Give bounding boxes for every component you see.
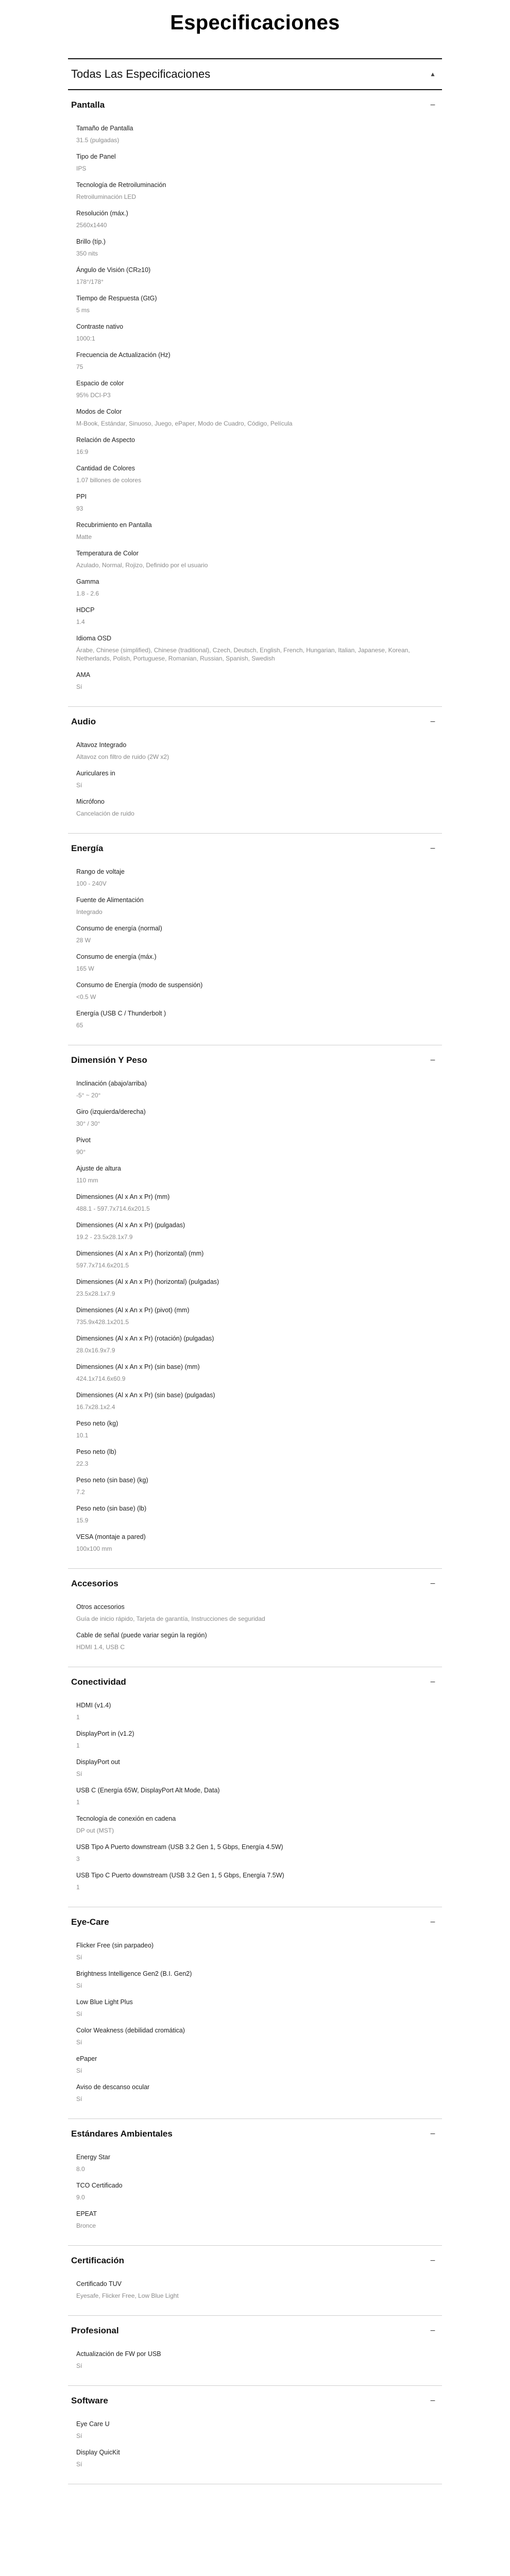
spec-item xyxy=(76,1330,439,1359)
spec-section xyxy=(68,2119,442,2246)
spec-item xyxy=(76,1132,439,1160)
spec-label: VESA (montaje a pared) xyxy=(76,1533,146,1540)
spec-item xyxy=(76,2079,439,2107)
spec-label: Brillo (típ.) xyxy=(76,238,106,245)
spec-label: Tipo de Panel xyxy=(76,153,116,160)
spec-item xyxy=(76,1217,439,1245)
spec-label: Inclinación (abajo/arriba) xyxy=(76,1080,147,1087)
spec-list xyxy=(68,2149,442,2234)
spec-label: Ángulo de Visión (CR≥10) xyxy=(76,266,151,274)
spec-item xyxy=(76,2276,439,2304)
spec-value: Retroiluminación LED xyxy=(76,193,137,200)
spec-label: Temperatura de Color xyxy=(76,550,139,557)
spec-value: 1 xyxy=(76,1714,80,1721)
spec-item xyxy=(76,460,439,488)
section-header[interactable] xyxy=(68,2246,442,2276)
spec-label: HDMI (v1.4) xyxy=(76,1702,111,1709)
spec-section xyxy=(68,1667,442,1907)
spec-label: Recubrimiento en Pantalla xyxy=(76,521,152,529)
minus-icon[interactable]: − xyxy=(430,2130,436,2138)
spec-section xyxy=(68,1045,442,1569)
minus-icon[interactable]: − xyxy=(430,2257,436,2265)
spec-label: Fuente de Alimentación xyxy=(76,896,144,904)
spec-item xyxy=(76,517,439,545)
spec-value: Guía de inicio rápido, Tarjeta de garantía, Instrucciones de seguridad xyxy=(76,1615,265,1622)
spec-label: Tecnología de conexión en cadena xyxy=(76,1815,176,1822)
spec-label: Relación de Aspecto xyxy=(76,436,135,444)
spec-value: Azulado, Normal, Rojizo, Definido por el usuario xyxy=(76,562,208,569)
spec-value: 5 ms xyxy=(76,307,90,314)
spec-value: IPS xyxy=(76,165,87,172)
spec-item xyxy=(76,1472,439,1500)
spec-value: 424.1x714.6x60.9 xyxy=(76,1375,126,1382)
section-header[interactable] xyxy=(68,1045,442,1075)
spec-value: 8.0 xyxy=(76,2165,85,2173)
spec-label: Tamaño de Pantalla xyxy=(76,125,133,132)
spec-label: USB Tipo A Puerto downstream (USB 3.2 Gen 1, 5 Gbps, Energía 4.5W) xyxy=(76,1843,283,1851)
spec-item xyxy=(76,948,439,977)
minus-icon[interactable]: − xyxy=(430,1056,436,1064)
spec-value: 7.2 xyxy=(76,1488,85,1496)
spec-section xyxy=(68,1569,442,1667)
spec-label: Tecnología de Retroiluminación xyxy=(76,181,166,189)
spec-item xyxy=(76,1599,439,1627)
spec-value: <0.5 W xyxy=(76,993,96,1001)
spec-item xyxy=(76,205,439,233)
spec-list xyxy=(68,1599,442,1655)
spec-item xyxy=(76,488,439,517)
spec-label: Consumo de Energía (modo de suspensión) xyxy=(76,981,203,989)
spec-value: 735.9x428.1x201.5 xyxy=(76,1318,129,1326)
spec-item xyxy=(76,667,439,695)
spec-label: Frecuencia de Actualización (Hz) xyxy=(76,351,171,359)
section-header[interactable] xyxy=(68,834,442,863)
spec-label: ePaper xyxy=(76,2055,97,2062)
spec-value: 100 - 240V xyxy=(76,880,107,887)
section-title: Certificación xyxy=(71,2256,124,2265)
spec-label: Dimensiones (Al x An x Pr) (sin base) (pulgadas) xyxy=(76,1392,215,1399)
spec-section xyxy=(68,707,442,834)
specs-container xyxy=(68,58,442,2484)
spec-value: Sí xyxy=(76,782,82,789)
spec-item xyxy=(76,1937,439,1965)
spec-value: 3 xyxy=(76,1855,80,1862)
spec-value: 16:9 xyxy=(76,448,89,455)
spec-item xyxy=(76,1867,439,1895)
spec-item xyxy=(76,737,439,765)
spec-value: 1 xyxy=(76,1799,80,1806)
spec-value: 15.9 xyxy=(76,1517,89,1524)
spec-item xyxy=(76,2346,439,2374)
spec-value: Integrado xyxy=(76,908,103,916)
section-header[interactable] xyxy=(68,2119,442,2149)
section-header[interactable] xyxy=(68,1569,442,1599)
spec-label: USB Tipo C Puerto downstream (USB 3.2 Gen 1, 5 Gbps, Energía 7.5W) xyxy=(76,1872,284,1879)
section-title: Profesional xyxy=(71,2326,119,2335)
spec-item xyxy=(76,1189,439,1217)
spec-label: Consumo de energía (normal) xyxy=(76,925,162,932)
spec-value: 1 xyxy=(76,1884,80,1891)
spec-item xyxy=(76,290,439,318)
spec-value: -5° ~ 20° xyxy=(76,1092,101,1099)
spec-item xyxy=(76,892,439,920)
minus-icon[interactable]: − xyxy=(430,1918,436,1926)
spec-value: 1.4 xyxy=(76,618,85,625)
spec-item xyxy=(76,347,439,375)
spec-item xyxy=(76,1529,439,1557)
page-title: Especificaciones xyxy=(170,11,340,34)
spec-label: DisplayPort out xyxy=(76,1758,120,1766)
spec-value: Sí xyxy=(76,1982,82,1989)
spec-label: AMA xyxy=(76,671,91,679)
minus-icon[interactable]: − xyxy=(430,718,436,726)
spec-item xyxy=(76,2444,439,2472)
spec-item xyxy=(76,1005,439,1033)
spec-label: Consumo de energía (máx.) xyxy=(76,953,157,960)
spec-label: Gamma xyxy=(76,578,99,585)
spec-value: HDMI 1.4, USB C xyxy=(76,1643,125,1651)
spec-value: 1.8 - 2.6 xyxy=(76,590,99,597)
spec-label: Eye Care U xyxy=(76,2420,110,2428)
spec-label: Dimensiones (Al x An x Pr) (sin base) (mm) xyxy=(76,1363,200,1370)
spec-value: Cancelación de ruido xyxy=(76,810,134,817)
section-title: Estándares Ambientales xyxy=(71,2129,173,2139)
spec-section xyxy=(68,1907,442,2119)
spec-item xyxy=(76,1387,439,1415)
section-title: Dimensión Y Peso xyxy=(71,1055,147,1065)
spec-value: 178°/178° xyxy=(76,278,104,285)
spec-value: 28.0x16.9x7.9 xyxy=(76,1347,115,1354)
spec-item xyxy=(76,1754,439,1782)
spec-item xyxy=(76,920,439,948)
spec-label: Idioma OSD xyxy=(76,635,112,642)
spec-label: Dimensiones (Al x An x Pr) (mm) xyxy=(76,1193,170,1200)
spec-list xyxy=(68,2416,442,2472)
spec-item xyxy=(76,863,439,892)
minus-icon[interactable]: − xyxy=(430,2327,436,2335)
spec-value: 16.7x28.1x2.4 xyxy=(76,1403,115,1411)
spec-item xyxy=(76,403,439,432)
spec-item xyxy=(76,1994,439,2022)
spec-label: Energy Star xyxy=(76,2154,111,2161)
spec-value: 165 W xyxy=(76,965,94,972)
spec-value: Altavoz con filtro de ruido (2W x2) xyxy=(76,753,169,760)
spec-value: M-Book, Estándar, Sinuoso, Juego, ePaper, Modo de Cuadro, Código, Película xyxy=(76,420,293,427)
minus-icon[interactable]: − xyxy=(430,1678,436,1686)
spec-section xyxy=(68,2386,442,2484)
spec-value: 597.7x714.6x201.5 xyxy=(76,1262,129,1269)
spec-item xyxy=(76,375,439,403)
spec-value: 65 xyxy=(76,1022,83,1029)
spec-label: Espacio de color xyxy=(76,380,124,387)
spec-value: 30° / 30° xyxy=(76,1120,100,1127)
section-title: Pantalla xyxy=(71,100,105,110)
spec-section xyxy=(68,2246,442,2316)
spec-value: 2560x1440 xyxy=(76,222,107,229)
spec-list xyxy=(68,1075,442,1557)
spec-item xyxy=(76,177,439,205)
spec-item xyxy=(76,765,439,793)
spec-item xyxy=(76,2177,439,2206)
spec-list xyxy=(68,120,442,695)
spec-list xyxy=(68,2276,442,2304)
spec-item xyxy=(76,1627,439,1655)
spec-item xyxy=(76,2416,439,2444)
spec-value: 75 xyxy=(76,363,83,370)
spec-label: Brightness Intelligence Gen2 (B.I. Gen2) xyxy=(76,1970,192,1977)
spec-label: Peso neto (kg) xyxy=(76,1420,118,1427)
section-header[interactable] xyxy=(68,2386,442,2416)
spec-value: Sí xyxy=(76,2362,82,2369)
spec-value: Sí xyxy=(76,2039,82,2046)
spec-item xyxy=(76,1965,439,1994)
spec-item xyxy=(76,432,439,460)
spec-label: Cantidad de Colores xyxy=(76,465,135,472)
spec-item xyxy=(76,1274,439,1302)
spec-value: Matte xyxy=(76,533,92,540)
spec-value: 23.5x28.1x7.9 xyxy=(76,1290,115,1297)
minus-icon[interactable]: − xyxy=(430,2397,436,2405)
spec-label: Dimensiones (Al x An x Pr) (pulgadas) xyxy=(76,1222,185,1229)
spec-value: 31.5 (pulgadas) xyxy=(76,137,120,144)
section-header[interactable] xyxy=(68,2316,442,2346)
spec-label: Low Blue Light Plus xyxy=(76,1998,133,2006)
spec-item xyxy=(76,1810,439,1839)
spec-value: 350 nits xyxy=(76,250,98,257)
spec-value: 93 xyxy=(76,505,83,512)
spec-section xyxy=(68,2316,442,2386)
spec-label: Dimensiones (Al x An x Pr) (horizontal) (mm) xyxy=(76,1250,204,1257)
spec-value: DP out (MST) xyxy=(76,1827,114,1834)
spec-item xyxy=(76,977,439,1005)
spec-value: 90° xyxy=(76,1148,86,1156)
spec-item xyxy=(76,2149,439,2177)
spec-item xyxy=(76,1359,439,1387)
spec-value: Sí xyxy=(76,1954,82,1961)
spec-item xyxy=(76,1075,439,1104)
spec-section xyxy=(68,834,442,1045)
spec-label: Contraste nativo xyxy=(76,323,124,330)
spec-value: Sí xyxy=(76,2067,82,2074)
spec-item xyxy=(76,233,439,262)
all-specs-title: Todas Las Especificaciones xyxy=(71,67,211,80)
spec-item xyxy=(76,1697,439,1725)
spec-item xyxy=(76,630,439,667)
spec-item xyxy=(76,148,439,177)
spec-sections xyxy=(68,90,442,2484)
spec-label: Dimensiones (Al x An x Pr) (pivot) (mm) xyxy=(76,1307,190,1314)
spec-label: Auriculares in xyxy=(76,770,115,777)
spec-label: USB C (Energía 65W, DisplayPort Alt Mode, Data) xyxy=(76,1787,220,1794)
spec-value: 1 xyxy=(76,1742,80,1749)
spec-label: Flicker Free (sin parpadeo) xyxy=(76,1942,154,1949)
spec-label: EPEAT xyxy=(76,2210,97,2217)
spec-label: Tiempo de Respuesta (GtG) xyxy=(76,295,157,302)
section-header[interactable] xyxy=(68,90,442,120)
spec-value: 10.1 xyxy=(76,1432,89,1439)
spec-list xyxy=(68,1697,442,1895)
spec-section xyxy=(68,90,442,707)
spec-item xyxy=(76,1444,439,1472)
spec-value: Sí xyxy=(76,2010,82,2018)
spec-item xyxy=(76,120,439,148)
spec-list xyxy=(68,2346,442,2374)
spec-value: 9.0 xyxy=(76,2194,85,2201)
minus-icon[interactable]: − xyxy=(430,1580,436,1588)
spec-label: HDCP xyxy=(76,606,95,614)
spec-value: Sí xyxy=(76,1770,82,1777)
spec-item xyxy=(76,262,439,290)
spec-item xyxy=(76,1725,439,1754)
section-title: Audio xyxy=(71,717,96,726)
spec-label: Peso neto (sin base) (kg) xyxy=(76,1477,148,1484)
spec-label: TCO Certificado xyxy=(76,2182,123,2189)
spec-label: Giro (izquierda/derecha) xyxy=(76,1108,146,1115)
spec-item xyxy=(76,1245,439,1274)
section-header[interactable] xyxy=(68,1667,442,1697)
spec-value: Bronce xyxy=(76,2222,96,2229)
section-title: Accesorios xyxy=(71,1579,118,1588)
spec-label: Modos de Color xyxy=(76,408,122,415)
spec-list xyxy=(68,1937,442,2107)
spec-label: Dimensiones (Al x An x Pr) (horizontal) (pulgadas) xyxy=(76,1278,219,1285)
spec-item xyxy=(76,318,439,347)
spec-value: 110 mm xyxy=(76,1177,98,1184)
spec-item xyxy=(76,1500,439,1529)
spec-label: Ajuste de altura xyxy=(76,1165,121,1172)
spec-item xyxy=(76,1782,439,1810)
spec-label: Resolución (máx.) xyxy=(76,210,128,217)
spec-label: Altavoz Integrado xyxy=(76,741,127,749)
spec-label: PPI xyxy=(76,493,87,500)
spec-label: Actualización de FW por USB xyxy=(76,2350,161,2358)
section-title: Conectividad xyxy=(71,1677,126,1687)
spec-value: 1000:1 xyxy=(76,335,95,342)
spec-label: DisplayPort in (v1.2) xyxy=(76,1730,134,1737)
spec-value: 100x100 mm xyxy=(76,1545,112,1552)
spec-label: Energía (USB C / Thunderbolt ) xyxy=(76,1010,166,1017)
spec-label: Peso neto (lb) xyxy=(76,1448,116,1455)
minus-icon[interactable]: − xyxy=(430,844,436,853)
spec-label: Color Weakness (debilidad cromática) xyxy=(76,2027,185,2034)
spec-value: Sí xyxy=(76,2461,82,2468)
spec-value: Sí xyxy=(76,2432,82,2439)
spec-item xyxy=(76,793,439,822)
spec-value: 488.1 - 597.7x714.6x201.5 xyxy=(76,1205,150,1212)
all-specs-header[interactable] xyxy=(68,58,442,90)
section-title: Software xyxy=(71,2396,108,2405)
spec-value: Eyesafe, Flicker Free, Low Blue Light xyxy=(76,2292,179,2299)
spec-item xyxy=(76,545,439,573)
spec-value: Árabe, Chinese (simplified), Chinese (traditional), Czech, Deutsch, English, French, Hungarian, Italian, Japanese, Korean, Netherlands, Polish, Portuguese, Romanian, Russian, Spanish, Swedish xyxy=(76,647,410,662)
spec-value: 28 W xyxy=(76,937,91,944)
spec-item xyxy=(76,1415,439,1444)
spec-value: 1.07 billones de colores xyxy=(76,477,142,484)
spec-label: Rango de voltaje xyxy=(76,868,125,875)
spec-item xyxy=(76,1839,439,1867)
section-title: Energía xyxy=(71,843,104,853)
spec-label: Cable de señal (puede variar según la región) xyxy=(76,1632,207,1639)
section-title: Eye-Care xyxy=(71,1917,109,1927)
spec-label: Certificado TUV xyxy=(76,2280,122,2287)
spec-item xyxy=(76,2206,439,2234)
spec-value: 22.3 xyxy=(76,1460,89,1467)
spec-item xyxy=(76,573,439,602)
spec-label: Pivot xyxy=(76,1137,91,1144)
spec-value: 19.2 - 23.5x28.1x7.9 xyxy=(76,1233,133,1241)
spec-list xyxy=(68,737,442,822)
spec-list xyxy=(68,863,442,1033)
spec-item xyxy=(76,2022,439,2050)
spec-label: Peso neto (sin base) (lb) xyxy=(76,1505,147,1512)
spec-label: Dimensiones (Al x An x Pr) (rotación) (pulgadas) xyxy=(76,1335,214,1342)
spec-label: Micrófono xyxy=(76,798,105,805)
collapse-icon[interactable]: ▴ xyxy=(431,70,435,78)
minus-icon[interactable]: − xyxy=(430,101,436,109)
spec-item xyxy=(76,602,439,630)
spec-item xyxy=(76,1302,439,1330)
section-header[interactable] xyxy=(68,707,442,737)
spec-item xyxy=(76,2050,439,2079)
spec-item xyxy=(76,1104,439,1132)
spec-item xyxy=(76,1160,439,1189)
spec-value: 95% DCI-P3 xyxy=(76,392,111,399)
spec-value: Sí xyxy=(76,683,82,690)
spec-label: Aviso de descanso ocular xyxy=(76,2083,150,2091)
spec-value: Sí xyxy=(76,2095,82,2103)
spec-label: Otros accesorios xyxy=(76,1603,125,1611)
section-header[interactable] xyxy=(68,1907,442,1937)
spec-label: Display QuicKit xyxy=(76,2449,120,2456)
